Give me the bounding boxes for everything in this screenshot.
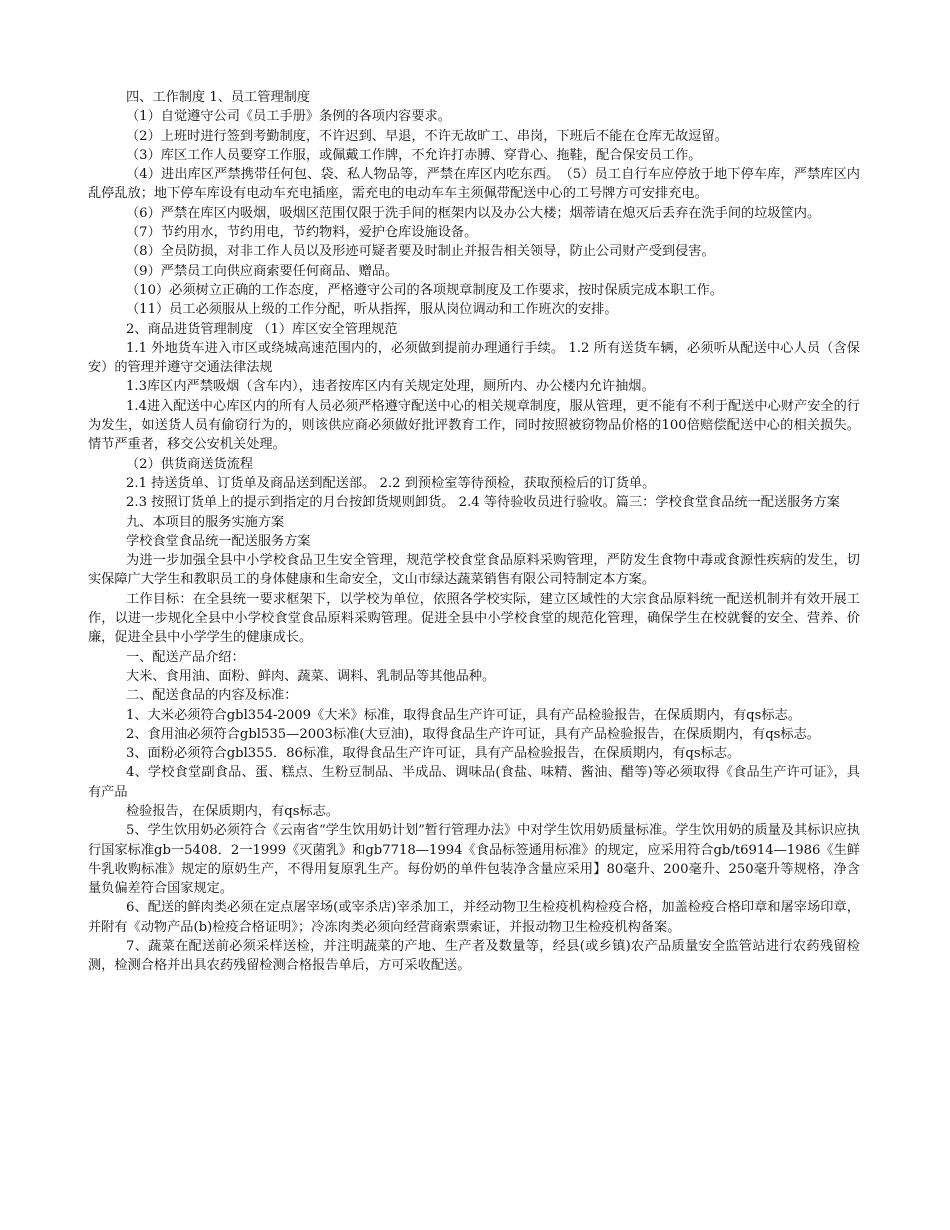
rule-item: 1.4进入配送中心库区内的所有人员必须严格遵守配送中心的相关规章制度，服从管理，更不能有不利于配送中心财产安全的行为发生，如送货人员有偷窃行为的，则该供应商必须做好批评教育工作，同时按照被窃物品价格的100倍赔偿配送中心的相关损失。情节严重者，移交公安机关处理。 [88,398,860,453]
rule-item: （2）上班时进行签到考勤制度，不许迟到、早退，不许无故旷工、串岗，下班后不能在仓库无故逗留。 [126,128,728,144]
standard-item: 7、蔬菜在配送前必须采样送检，并注明蔬菜的产地、生产者及数量等，经县(或乡镇)农产品质量安全监管站进行农药残留检测，检测合格并出具农药残留检测合格报告单后，方可采收配送。 [88,939,860,974]
section-heading: 四、工作制度 1、员工管理制度 [126,90,311,105]
body-paragraph: 工作目标：在全县统一要求框架下，以学校为单位，依照各学校实际，建立区域性的大宗食品原料统一配送机制并有效开展工作，以进一步规化全县中小学校食堂食品原料采购管理。促进全县中小学校食堂的规范化管理，确保学生在校就餐的安全、营养、价廉，促进全县中小学学生的健康成长。 [88,591,860,646]
rule-item: （11）员工必须服从上级的工作分配，听从指挥，服从岗位调动和工作班次的安排。 [126,302,618,318]
section-heading: 2、商品进货管理制度 （1）库区安全管理规范 [126,321,398,337]
rule-item: （3）库区工作人员要穿工作服，或佩戴工作牌，不允许打赤膊、穿背心、拖鞋，配合保安员工作。 [126,147,702,163]
rule-item: （9）严禁员工向供应商索要任何商品、赠品。 [126,263,399,279]
body-paragraph: 为进一步加强全县中小学校食品卫生安全管理，规范学校食堂食品原料采购管理，严防发生食物中毒或食源性疾病的发生，切实保障广大学生和教职员工的身体健康和生命安全，文山市绿达蔬菜销售有限公司特制定本方案。 [88,553,860,588]
section-heading: 一、配送产品介绍： [126,649,245,665]
body-paragraph: 大米、食用油、面粉、鲜肉、蔬菜、调料、乳制品等其他品种。 [126,668,496,684]
rule-item: （7）节约用水，节约用电，节约物料，爱护仓库设施设备。 [126,225,478,241]
standard-item: 3、面粉必须符合gbl355．86标准，取得食品生产许可证，具有产品检验报告，在保质期内，有qs标志。 [126,746,741,762]
rule-item: （6）严禁在库区内吸烟，吸烟区范围仅限于洗手间的框架内以及办公大楼；烟蒂请在熄灭后丢弃在洗手间的垃圾筐内。 [126,205,821,221]
rule-item: 2.1 持送货单、订货单及商品送到配送部。 2.2 到预检室等待预检，获取预检后的订货单。 [126,475,656,491]
standard-item: 6、配送的鲜肉类必须在定点屠宰场(或宰杀店)宰杀加工，并经动物卫生检疫机构检疫合格，加盖检疫合格印章和屠宰场印章，并附有《动物产品(b)检疫合格证明》；冷冻肉类必须向经营商索票索证，并报动物卫生检疫机构备案。 [88,900,860,935]
section-heading: （2）供货商送货流程 [126,456,254,472]
rule-item: 1.3库区内严禁吸烟（含车内），违者按库区内有关规定处理，厕所内、办公楼内允许抽烟。 [126,379,655,395]
rule-item: （10）必须树立正确的工作态度，严格遵守公司的各项规章制度及工作要求，按时保质完成本职工作。 [126,282,724,298]
section-heading: 二、配送食品的内容及标准： [126,688,298,704]
rule-item: 1.1 外地货车进入市区或绕城高速范围内的，必须做到提前办理通行手续。 1.2 所有送货车辆，必须听从配送中心人员（含保安）的管理并遵守交通法律法规 [88,340,860,376]
standard-item: 5、学生饮用奶必须符合《云南省“学生饮用奶计划”暂行管理办法》中对学生饮用奶质量标准。学生饮用奶的质量及其标识应执行国家标准gb一5408．2一1999《灭菌乳》和gb7718—1994《食品标签通用标准》的规定，应采用符合gb/t6914—1986《生鲜牛乳收购标准》规定的原奶生产，不得用复原乳生产。每份奶的单件包装净含量应采用】80毫升、200毫升、250毫升等规格，净含量负偏差符合国家规定。 [88,823,860,897]
rule-item: （4）进出库区严禁携带任何包、袋、私人物品等，严禁在库区内吃东西。 （5）员工自行车应停放于地下停车库，严禁库区内乱停乱放；地下停车库设有电动车充电插座，需充电的电动车车主须佩带配送中心的工号牌方可安排充电。 [88,167,860,202]
standard-item: 1、大米必须符合gbl354-2009《大米》标准，取得食品生产许可证，具有产品检验报告，在保质期内，有qs标志。 [126,707,801,723]
rule-item: （8）全员防损，对非工作人员以及形迹可疑者要及时制止并报告相关领导，防止公司财产受到侵害。 [126,244,715,260]
rule-item: （1）自觉遵守公司《员工手册》条例的各项内容要求。 [126,109,451,125]
section-title: 学校食堂食品统一配送服务方案 [126,533,311,549]
standard-item: 4、学校食堂副食品、蛋、糕点、生粉豆制品、半成品、调味品(食盐、味精、酱油、醋等)等必须取得《食品生产许可证》，具有产品 [88,765,860,800]
standard-item: 2、食用油必须符合gbl535—2003标准(大豆油)，取得食品生产许可证，具有产品检验报告，在保质期内，有qs标志。 [126,726,820,742]
section-heading: 九、本项目的服务实施方案 [126,514,285,530]
rule-item: 2.3 按照订货单上的提示到指定的月台按卸货规则卸货。 2.4 等待验收员进行验收。篇三：学校食堂食品统一配送服务方案 [126,495,840,511]
standard-item-continuation: 检验报告，在保质期内，有qs标志。 [126,803,340,819]
